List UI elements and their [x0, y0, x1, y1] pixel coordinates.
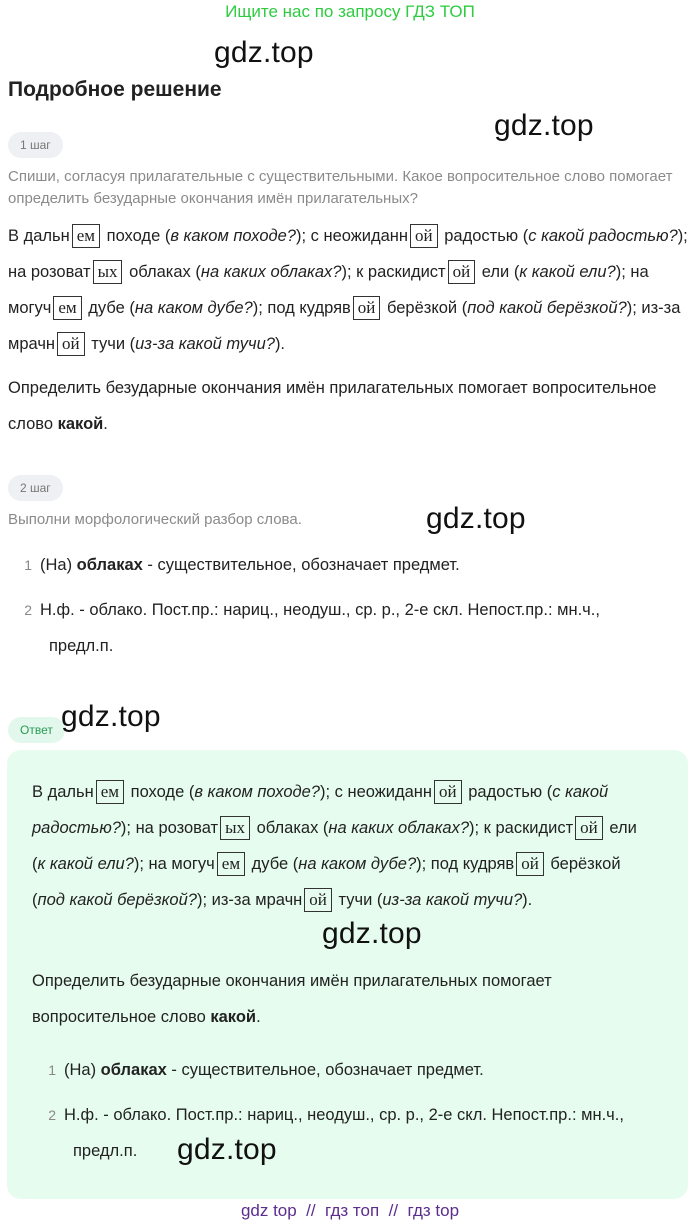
- ending-box: ых: [220, 816, 250, 840]
- list-item: 1 (На) облаках - существительное, обозначает предмет.: [48, 1061, 484, 1079]
- list-item: 2 Н.ф. - облако. Пост.пр.: нариц., неодуш., ср. р., 2-е скл. Непост.пр.: мн.ч.,: [24, 601, 600, 619]
- task-text: Спиши, согласуя прилагательные с существительными. Какое вопросительное слово помогает определить безударные окончания имён прилагательных?: [8, 168, 673, 207]
- list-item: 1 (На) облаках - существительное, обозначает предмет.: [24, 556, 460, 574]
- watermark: gdz.top: [177, 1133, 277, 1166]
- step-badge: 2 шаг: [8, 475, 63, 501]
- step-badge: 1 шаг: [8, 132, 63, 158]
- ending-box: ой: [353, 296, 381, 320]
- ending-box: ем: [53, 296, 81, 320]
- list-item-continuation: предл.п.: [49, 637, 114, 655]
- ending-box: ой: [57, 332, 85, 356]
- promo-text[interactable]: Ищите нас по запросу ГДЗ ТОП: [225, 2, 475, 21]
- ending-box: ем: [217, 852, 245, 876]
- ending-box: ой: [410, 224, 438, 248]
- list-item: 2 Н.ф. - облако. Пост.пр.: нариц., неодуш., ср. р., 2-е скл. Непост.пр.: мн.ч.,: [48, 1106, 624, 1124]
- watermark: gdz.top: [426, 502, 526, 535]
- watermark: gdz.top: [494, 109, 594, 142]
- ending-box: ых: [93, 260, 123, 284]
- ending-box: ой: [575, 816, 603, 840]
- watermark: gdz.top: [322, 917, 422, 950]
- watermark: gdz.top: [214, 36, 314, 69]
- task-text: Выполни морфологический разбор слова.: [8, 511, 302, 528]
- ending-box: ой: [304, 888, 332, 912]
- ending-box: ем: [72, 224, 100, 248]
- ending-box: ой: [448, 260, 476, 284]
- watermark: gdz.top: [61, 700, 161, 733]
- ending-box: ой: [434, 780, 462, 804]
- answer-badge: Ответ: [8, 717, 65, 743]
- ending-box: ем: [96, 780, 124, 804]
- answer-paragraph: В дальн ем походе (в каком походе?); с неожиданн ой радостью (с какой радостью?); на розоват ых облаках (на каких облаках?); к раскидист ой ели (к какой ели?); на могуч ем дубе (на каком дубе?); под кудряв ой берёзкой (под какой берёзкой?); из-за мрачн ой тучи (из-за какой тучи?).: [32, 774, 652, 918]
- page-title: Подробное решение: [8, 78, 222, 101]
- list-item-continuation: предл.п.: [73, 1142, 138, 1160]
- conclusion-text: Определить безударные окончания имён прилагательных помогает вопросительное слово какой.: [8, 379, 657, 433]
- ending-box: ой: [516, 852, 544, 876]
- footer-links[interactable]: gdz top // гдз топ // гдз top: [240, 1201, 460, 1220]
- solution-paragraph: В дальн ем походе (в каком походе?); с неожиданн ой радостью (с какой радостью?); на розоват ых облаках (на каких облаках?); к раскидист ой ели (к какой ели?); на могуч ем дубе (на каком дубе?); под кудряв ой берёзкой (под какой берёзкой?); из-за мрачн ой тучи (из-за какой тучи?).: [8, 218, 688, 362]
- answer-conclusion: Определить безударные окончания имён прилагательных помогает вопросительное слово какой.: [32, 972, 552, 1026]
